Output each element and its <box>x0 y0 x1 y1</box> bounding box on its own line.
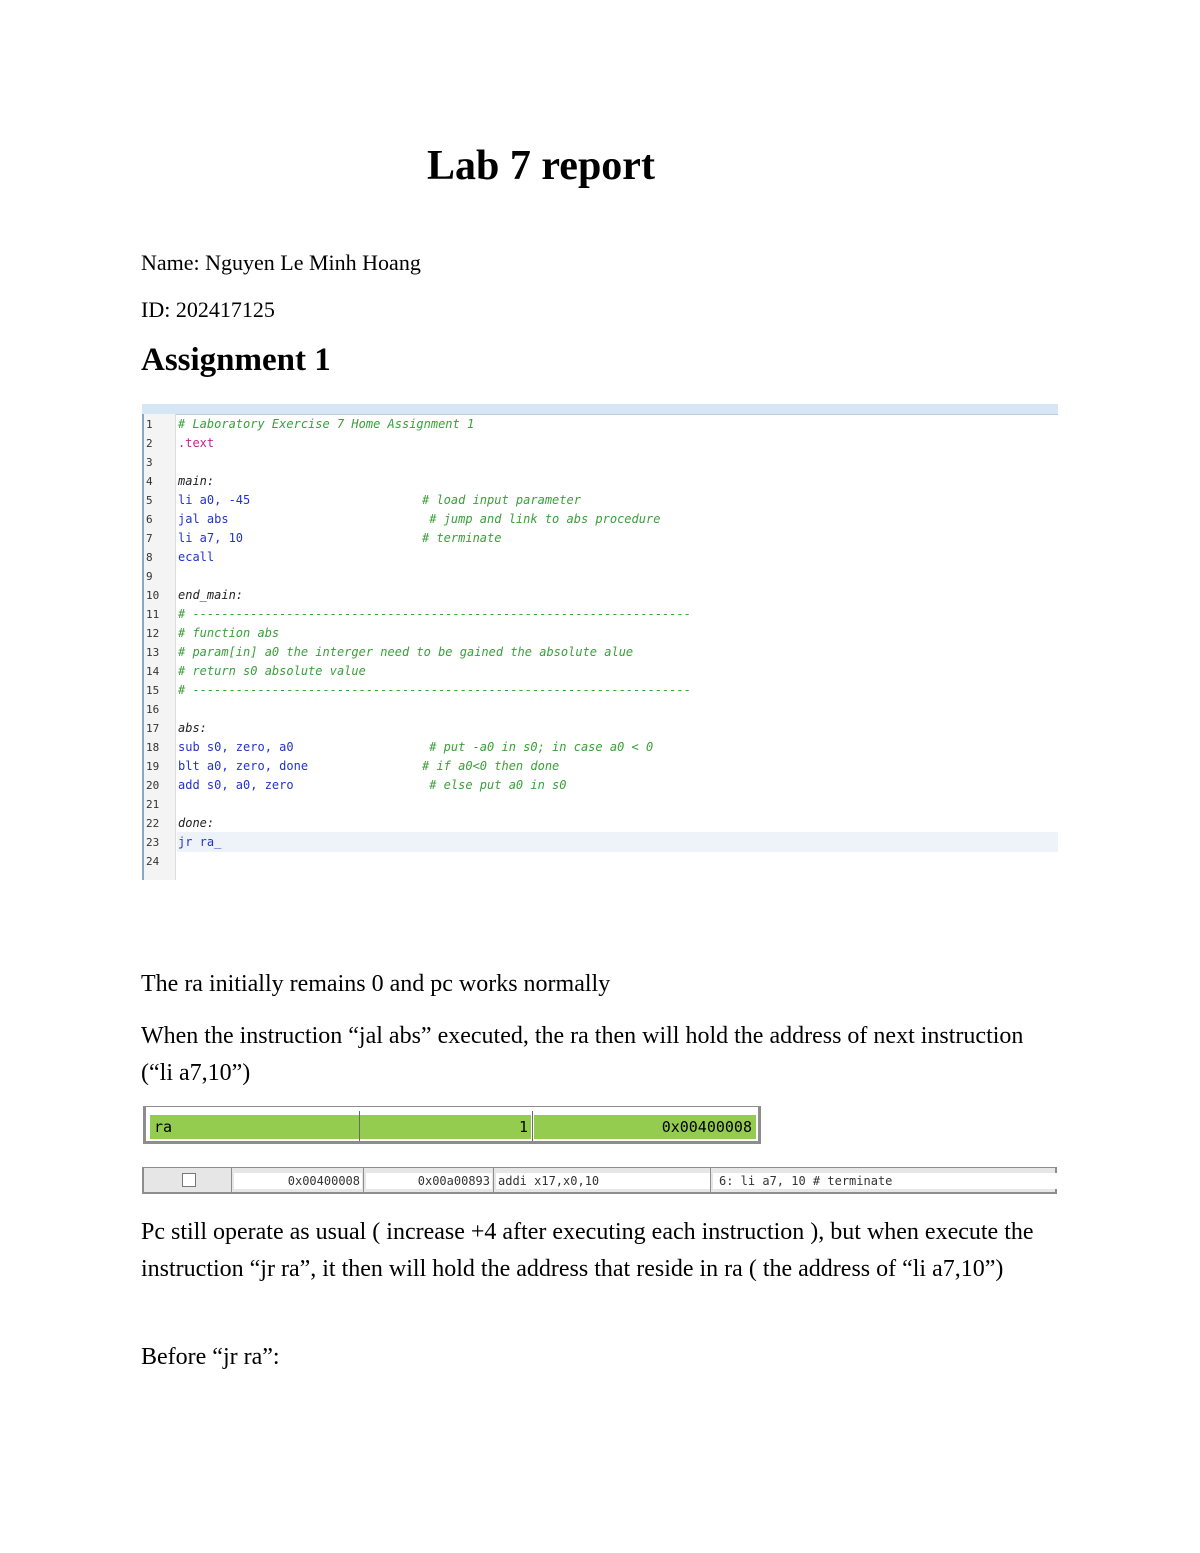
code-line <box>142 605 1058 624</box>
register-number: 1 <box>360 1115 531 1139</box>
register-ra-row <box>143 1106 761 1144</box>
line-number: 22 <box>146 817 160 830</box>
code-text: main: <box>178 474 215 488</box>
student-name: Name: Nguyen Le Minh Hoang <box>141 250 421 275</box>
line-number: 4 <box>146 475 153 488</box>
code-text: .text <box>178 436 215 450</box>
code-line <box>142 472 1058 491</box>
code-editor-screenshot <box>142 404 1058 880</box>
line-number: 7 <box>146 532 153 545</box>
code-line <box>142 624 1058 643</box>
code-text: # Laboratory Exercise 7 Home Assignment 1 <box>178 417 475 431</box>
line-number: 12 <box>146 627 160 640</box>
line-number: 24 <box>146 855 160 868</box>
segment-address: 0x00400008 <box>234 1173 362 1189</box>
code-line <box>142 700 1058 719</box>
code-text: jr ra_ <box>178 835 222 849</box>
code-text: # function abs <box>178 626 280 640</box>
text-segment-row <box>142 1167 1057 1194</box>
register-value: 0x00400008 <box>534 1115 756 1139</box>
code-comment: # load input parameter <box>422 493 581 507</box>
code-comment: # jump and link to abs procedure <box>422 512 661 526</box>
paragraph-jal: When the instruction “jal abs” executed, the ra then will hold the address of next instruction (“li a7,10”) <box>141 1023 1024 1086</box>
line-number: 3 <box>146 456 153 469</box>
code-text: jal abs <box>178 512 229 526</box>
code-text: # --------------------------------------------------------------------- <box>178 607 691 621</box>
line-number: 11 <box>146 608 160 621</box>
code-line <box>142 491 1058 510</box>
code-text: li a0, -45 <box>178 493 251 507</box>
code-line <box>142 415 1058 434</box>
line-number: 16 <box>146 703 160 716</box>
line-number: 15 <box>146 684 160 697</box>
code-line <box>142 453 1058 472</box>
code-comment: # terminate <box>422 531 502 545</box>
line-number: 8 <box>146 551 153 564</box>
line-number: 1 <box>146 418 153 431</box>
line-number: 19 <box>146 760 160 773</box>
code-line <box>142 662 1058 681</box>
line-number: 20 <box>146 779 160 792</box>
code-text: blt a0, zero, done <box>178 759 309 773</box>
line-number: 23 <box>146 836 160 849</box>
code-line <box>142 833 1058 852</box>
segment-code: 0x00a00893 <box>366 1173 492 1189</box>
line-number: 5 <box>146 494 153 507</box>
paragraph-before-jr: Before “jr ra”: <box>141 1344 280 1370</box>
code-text: sub s0, zero, a0 <box>178 740 294 754</box>
line-number: 14 <box>146 665 160 678</box>
code-text: done: <box>178 816 215 830</box>
register-name: ra <box>150 1115 362 1139</box>
segment-basic: addi x17,x0,10 <box>496 1173 710 1189</box>
code-text: end_main: <box>178 588 244 602</box>
code-line <box>142 529 1058 548</box>
column-divider <box>710 1168 711 1193</box>
code-text: add s0, a0, zero <box>178 778 294 792</box>
column-divider <box>493 1168 494 1193</box>
section-heading: Assignment 1 <box>141 342 331 378</box>
editor-tab-bar <box>142 404 1058 415</box>
line-number: 21 <box>146 798 160 811</box>
code-line <box>142 757 1058 776</box>
code-line <box>142 586 1058 605</box>
code-text: # --------------------------------------------------------------------- <box>178 683 691 697</box>
document-title: Lab 7 report <box>427 143 655 189</box>
line-number: 9 <box>146 570 153 583</box>
code-line <box>142 776 1058 795</box>
code-line <box>142 548 1058 567</box>
code-line <box>142 510 1058 529</box>
code-text: # param[in] a0 the interger need to be gained the absolute alue <box>178 645 634 659</box>
code-line <box>142 567 1058 586</box>
code-line <box>142 681 1058 700</box>
code-text: ecall <box>178 550 215 564</box>
line-number: 17 <box>146 722 160 735</box>
line-number: 18 <box>146 741 160 754</box>
code-comment: # else put a0 in s0 <box>422 778 567 792</box>
paragraph-pc-jr: Pc still operate as usual ( increase +4 after executing each instruction ), but when execute the instruction “jr ra”, it then will hold the address that reside in ra ( the address of “li a7,10”) <box>141 1219 1034 1282</box>
code-line <box>142 852 1058 871</box>
line-number: 6 <box>146 513 153 526</box>
code-line <box>142 434 1058 453</box>
code-line <box>142 814 1058 833</box>
code-comment: # put -a0 in s0; in case a0 < 0 <box>422 740 654 754</box>
column-divider <box>532 1111 533 1141</box>
column-divider <box>231 1168 232 1193</box>
code-line <box>142 795 1058 814</box>
line-number: 2 <box>146 437 153 450</box>
line-number: 13 <box>146 646 160 659</box>
code-text: li a7, 10 <box>178 531 244 545</box>
student-id: ID: 202417125 <box>141 297 275 322</box>
column-divider <box>363 1168 364 1193</box>
code-line <box>142 719 1058 738</box>
line-number: 10 <box>146 589 160 602</box>
code-line <box>142 738 1058 757</box>
code-comment: # if a0<0 then done <box>422 759 560 773</box>
segment-source: 6: li a7, 10 # terminate <box>713 1173 1057 1189</box>
breakpoint-checkbox[interactable] <box>182 1173 196 1187</box>
code-line <box>142 643 1058 662</box>
code-text: abs: <box>178 721 207 735</box>
code-text: # return s0 absolute value <box>178 664 366 678</box>
paragraph-ra-initial: The ra initially remains 0 and pc works normally <box>141 971 611 997</box>
